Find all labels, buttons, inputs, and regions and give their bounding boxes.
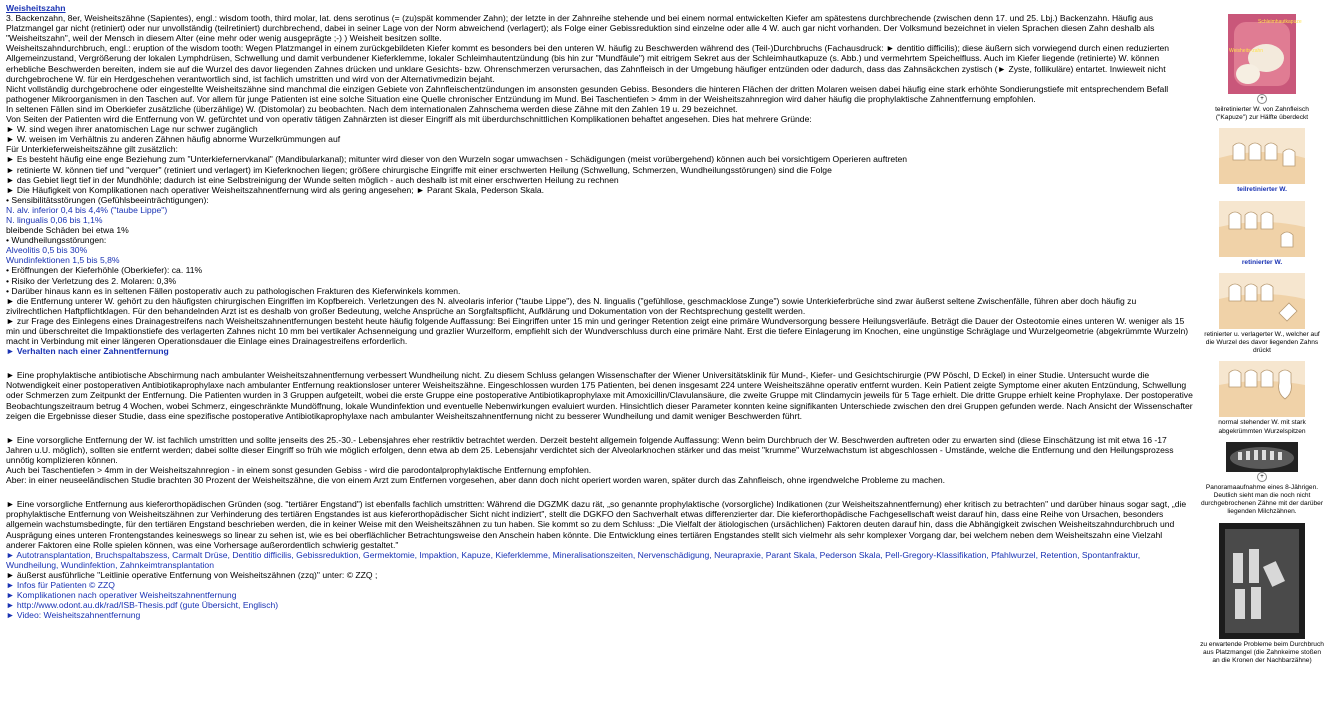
list-item[interactable]: N. alv. inferior 0,4 bis 4,4% ("taube Lippe")	[6, 204, 168, 215]
paragraph: ► Eine vorsorgliche Entfernung aus kieferorthopädischen Gründen (sog. "tertiärer Engstand") ist ebenfalls fachlich umstritten: Während die DGZMK dazu rät, „so genannte prophylaktische (vorsorgliche) Indikationen (zur Weisheitszahnentfernung) eher kritisch zu betrachten" und darüber hinaus sogar sagt, „die prophylaktische Entfernung von Weisheitszähnen zur Verhinderung des tertiären Engstandes ist aus kieferorthopädischer Sicht nicht indiziert", stellt die DGKFO den Sachverhalt etwas differenzierter dar. Die kieferorthopädische Fachgesellschaft weist darauf hin, dass eine Reihe von Ursachen, besonders allgemein wachstumsbedingte, für den tertiären Engstand beschrieben werden, die in keiner Weise mit den Weisheitszähnen zu tun haben. Sie kommt so zu dem Schluss: „Die Vielfalt der ätiologischen (ursächlichen) Faktoren deuten darauf hin, dass die Abhängigkeit zwischen Weisheitszahndurchbruch und Ausprägung eines unteren Frontengstandes keineswegs so linear zu sehen ist, wie es bei oberflächlicher Betrachtungsweise den Anschein haben könnte. Die Entwicklung eines tertiären Engstandes stellt sich vielmehr als sehr komplexer Vorgang dar, bei welchem neben dem Weisheitszahn eine Vielzahl anderer Faktoren eine Rolle spielen können, was eine Vorhersage außerordentlich schwierig gestaltet."	[6, 499, 1187, 550]
paragraph: Auch bei Taschentiefen > 4mm in der Weisheitszahnregion - in einem sonst gesunden Gebiss - wird die parodontalprophylaktische Entfernung empfohlen.	[6, 465, 592, 476]
list-item[interactable]: N. lingualis 0,06 bis 1,1%	[6, 214, 103, 225]
link-video[interactable]: ► Video: Weisheitszahnentfernung	[6, 610, 141, 621]
figure-sidebar	[1200, 14, 1324, 671]
paragraph: Weisheitszahndurchbruch, engl.: eruption of the wisdom tooth: Wegen Platzmangel in einem zurückgebildeten Kiefer kommt es besonders bei den unteren W. häufig zu Beschwerden während des (Teil-)Durchbruchs (Fachausdruck: ► dentitio difficilis); diese äußern sich vorwiegend durch einen reduzierten Allgemeinzustand, Vergrößerung der lokalen Lymphdrüsen, Schwellung und damit verbundener Kieferklemme, lokaler Schleimhautentzündung (bis hin zur "Mundfäule") mit eitrigem Sekret aus der Schleimhautkapuze (s. Abb.) und vermehrtem Speichelfluss. Auch im Kiefer liegende (retinierte) W. können erhebliche Beschwerden bereiten, indem sie auf die Wurzel des davor liegenden Zahnes drücken und unklare Gesichts- bzw. Ohrenschmerzen verursachen, das Zahnfleisch in der Umgebung häufiger entzünden oder dadurch, dass das Zahnsäckchen zystisch (► Zyste, follikuläre) entartet. Inwieweit nicht durchgebrochene W. für ein Herdgeschehen verantwortlich sind, ist fachlich umstritten und wird von der Alternativmedizin bejaht.	[6, 43, 1170, 84]
panorama-xray[interactable]	[1226, 442, 1298, 472]
paragraph: ► Eine prophylaktische antibiotische Abschirmung nach ambulanter Weisheitszahnentfernung verbessert Wundheilung nicht. Zu diesem Schluss gelangen Wissenschafter der Wiener Universitätsklinik für Mund-, Kiefer- und Gesichtschirurgie (PW Pöschl, D Eckel) in einer Studie. Untersucht wurde die Notwendigkeit einer postoperativen Antibiotikaprophylaxe nach ambulanter Entfernung reaktionsloser unterer Weisheitszähne. Eingeschlossen wurden 175 Patienten, bei denen insgesamt 224 untere Weisheitszähne operativ entfernt wurden. Kein Patient zeigte Symptome einer akuten Entzündung, Schwellung oder Schmerzen zum Zeitpunkt der Entfernung. Die Patienten wurden in 3 Gruppen aufgeteilt, wobei die erste Gruppe eine postoperative Antibiotikaprophylaxe mit Amoxicillin/Clavulansäure, die zweite Gruppe mit Clindamycin jeweils für 5 Tage erhielt. Die dritte Gruppe erhielt keine Prophylaxe. Der postoperative Beobachtungszeitraum betrug 4 Wochen, wobei Schmerz, eingeschränkte Mundöffnung, lokale Wundinfektion und eventuelle Nebenwirkungen evaluiert wurden. Hinsichtlich dieser Parameter konnten keine signifikanten Unterschiede zwischen den drei Gruppen gefunden werde. Nach Ansicht der Wissenschafter zeigen die Ergebnisse dieser Studie, dass eine spezifische postoperative Antibiotikaprophylaxe nach ambulanter Weisheitszahnentfernung nicht zu besserer Wundheilung und damit weniger Beschwerden führt.	[6, 370, 1193, 421]
list-item: • Darüber hinaus kann es in seltenen Fällen postoperativ auch zu pathologischen Frakturen des Kieferwinkels kommen.	[6, 285, 461, 296]
figure-caption: retinierter W.	[1241, 258, 1283, 266]
section-antibiotika	[6, 370, 1194, 420]
jaw-diagram-partial	[1219, 128, 1305, 184]
list-item[interactable]: Wundinfektionen 1,5 bis 5,8%	[6, 255, 120, 266]
figure-label: Schleimhautkapuze	[1258, 19, 1302, 25]
jaw-diagram-displaced	[1219, 273, 1305, 329]
jaw-diagram-curved-roots	[1219, 361, 1305, 417]
link-leitlinie[interactable]: ► äußerst ausführliche "Leitlinie operative Entfernung von Weisheitszähnen (zzq)" unter: © ZZQ ;	[6, 569, 378, 580]
list-item[interactable]: Alveolitis 0,5 bis 30%	[6, 245, 88, 256]
list-item: • Sensibilitätsstörungen (Gefühlsbeeinträchtigungen):	[6, 194, 209, 205]
figure-caption: normal stehender W. mit stark abgekrümmten Wurzelspitzen	[1218, 419, 1306, 435]
link-patienten[interactable]: ► Infos für Patienten © ZZQ	[6, 579, 115, 590]
list-item: • Eröffnungen der Kieferhöhle (Oberkiefer): ca. 11%	[6, 265, 203, 276]
page-title[interactable]: Weisheitszahn	[6, 3, 66, 13]
paragraph: ► Eine vorsorgliche Entfernung der W. ist fachlich umstritten und sollte jenseits des 25.-30.- Lebensjahres eher restriktiv betrachtet werden. Derzeit besteht allgemein folgende Auffassung: Wenn beim Durchbruch der W. Beschwerden auftreten oder zu erwarten sind (diese Einschätzung ist mit etwa 16 -17 Jahren u.U. möglich), sollten sie entfernt werden; dabei sollte dieser Eingriff so früh wie möglich erfolgen, denn etwa ab dem 25. Lebensjahr verdichtet sich der Alveolarknochen stärker und das meist "krumme" Wurzelwachstum ist abgeschlossen - Umstände, welche die Entfernung und den Heilungsprozess unnötig komplizieren können.	[6, 434, 1174, 465]
list-item: ► W. sind wegen ihrer anatomischen Lage nur schwer zugänglich	[6, 124, 258, 135]
paragraph: In seltenen Fällen sind im Oberkiefer zusätzliche (überzählige) W. (Distomolar) zu beobachten. Nach dem internationalen Zahnschema werden diese Zähne mit den Zahlen 19 u. 29 bezeichnet.	[6, 103, 738, 114]
figure-caption: teilretinierter W. von Zahnfleisch ("Kapuze") zur Hälfte überdeckt	[1215, 106, 1309, 122]
article	[6, 3, 1194, 620]
related-links[interactable]: ► Autotransplantation, Bruchspaltabszess, Carmalt Drüse, Dentitio difficilis, Gebissreduktion, Germektomie, Impaktion, Kapuze, Kieferklemme, Mineralisationszeiten, Nervenschädigung, Neurapraxie, Parant Skala, Pederson Skala, Pell-Gregory-Klassifikation, Pfahlwurzel, Retention, Spontanfraktur, Wundheilung, Wundinfektion, Zahnkeimtransplantation	[6, 549, 1141, 570]
list-item: ► Die Häufigkeit von Komplikationen nach operativer Weisheitszahnentfernung wird als gering angesehen; ► Parant Skala, Pederson Skala.	[6, 184, 545, 195]
paragraph: Von Seiten der Patienten wird die Entfernung von W. gefürchtet und von operativ tätigen Zahnärzten ist dieser Eingriff als mit überdurchschnittlichen Komplikationen behaftet angesehen. Dies hat mehrere Gründe:	[6, 114, 812, 125]
figure-caption: Panoramaaufnahme eines 8-Jährigen. Deutlich sieht man die noch nicht durchgebrochenen Zähne mit der darüber liegenden Milchzähnen.	[1200, 483, 1324, 516]
zoom-icon[interactable]: +	[1200, 94, 1324, 104]
list-item: ► das Gebiet liegt tief in der Mundhöhle; dadurch ist eine Selbstreinigung der Wunde selten möglich - auch deshalb ist mit einer erschwerten Heilung zu rechnen	[6, 174, 619, 185]
list-item: • Wundheilungsstörungen:	[6, 235, 107, 246]
jaw-diagram-retained	[1219, 201, 1305, 257]
link-verhalten[interactable]: ► Verhalten nach einer Zahnentfernung	[6, 346, 169, 357]
paragraph: Aber: in einer neuseeländischen Studie brachten 30 Prozent der Weisheitszähne, die von einem Arzt zum Entfernen vorgesehen, aber dann doch nicht operiert worden waren, später durch das Zahnfleisch, ohne irgendwelche Probleme zu machen.	[6, 475, 946, 486]
list-item: ► die Entfernung unterer W. gehört zu den häufigsten chirurgischen Eingriffen im Kopfbereich. Verletzungen des N. alveolaris inferior ("taube Lippe"), des N. lingualis ("gefühllose, geschmacklose Zunge") sowie Unterkieferbrüche sind zwar äußerst seltene Zwischenfälle, führen aber doch häufig zu zivilrechtlichen Haftpflichtklagen. Für den behandelnden Arzt ist es deshalb von großer Bedeutung, welche Ansprüche an Sorgfaltspflicht, Aufklärung und Dokumentation von der Rechtsprechung gestellt werden.	[6, 295, 1137, 316]
list-item: bleibende Schäden bei etwa 1%	[6, 225, 129, 236]
paragraph: Nicht vollständig durchgebrochene oder eingestellte Weisheitszähne sind manchmal die einzigen Gebiete von Zahnfleischentzündungen im ansonsten gesunden Gebiss. Besonders die hinteren Flächen der dritten Molaren weisen dabei häufig eine stark erhöhte Sondierungstiefe mit entsprechendem Befall pathogener Mikroorganismen in den Taschen auf. Vor allem für junge Patienten ist eine solche Situation eine Quelle chronischer Entzündung im Mund. Bei Taschentiefen > 4mm in der Weisheitszahnregion wird daher häufig die prophylaktische Zahnentfernung empfohlen.	[6, 83, 1169, 104]
figure-label: Weisheits-zahn	[1229, 48, 1264, 54]
paragraph: Für Unterkieferweisheitszähne gilt zusätzlich:	[6, 144, 178, 155]
link-komplikationen[interactable]: ► Komplikationen nach operativer Weisheitszahnentfernung	[6, 590, 237, 601]
list-item: ► W. weisen im Verhältnis zu anderen Zähnen häufig abnorme Wurzelkrümmungen auf	[6, 134, 341, 145]
list-item: ► retinierte W. können tief und "verquer" (retiniert und verlagert) im Kieferknochen liegen; größere chirurgische Eingriffe mit einer erschwerten Heilung (Schwellung, Schmerzen, Wundheilungsstörungen) sind die Folge	[6, 164, 832, 175]
gum-hood-photo[interactable]	[1228, 14, 1302, 94]
section-kieferorthopaedie	[6, 499, 1194, 620]
list-item: • Risiko der Verletzung des 2. Molaren: 0,3%	[6, 275, 177, 286]
section-intro	[6, 13, 1194, 356]
list-item: ► Es besteht häufig eine enge Beziehung zum "Unterkiefernervkanal" (Mandibularkanal); mitunter wird dieser von den Wurzeln sogar umwachsen - Schädigungen (meist vorübergehend) können auch bei vorsichtigem Operieren auftreten	[6, 154, 908, 165]
paragraph: 3. Backenzahn, 8er, Weisheitszähne (Sapientes), engl.: wisdom tooth, third molar, lat. dens serotinus (= (zu)spät kommender Zahn); der letzte in der Zahnreihe stehende und bei einem normal entwickelten Kiefer am spätestens durchbrechende (zwischen denn 17. und 25. Lbj.) Backenzahn. Häufig aus Platzmangel gar nicht (retiniert) oder nur unvollständig (teilretiniert) durchbrechend, dabei in seiner Lage von der Norm abweichend (verlagert); als Folge einer Gebissreduktion sind einzelne oder alle 4 W. auch gar nicht vorhanden. Der Volksmund bezeichnet in vielen Sprachen diesen Zahn deshalb als "Weisheitszahn", weil der Mensch in diesem Alter (eine mehr oder wenig ausgeprägte ;-) ) Weisheit besitzen sollte.	[6, 13, 1155, 44]
zoom-icon[interactable]: +	[1200, 472, 1324, 482]
figure-caption: retinierter u. verlagerter W., welcher auf die Wurzel des davor liegenden Zahns drückt	[1204, 330, 1320, 355]
list-item: ► zur Frage des Einlegens eines Drainagestreifens nach Weisheitszahnentfernungen besteht heute häufig folgende Auffassung: Bei Eingriffen unter 15 min und geringer Retention zeigt eine primäre Wundversorgung bessere Heilungsverläufe. Beträgt die Dauer der Osteotomie eines unteren W. weniger als 15 min und überschreitet die Impaktionstiefe des verlagerten Zahnes nicht 10 mm bei vertikaler Achsenneigung und grazlier Wurzelform, empfiehlt sich der Wundverschluss durch eine primäre Naht. Erst die tiefere Einlagerung im Knochen, eine ungünstige Schräglage und Wurzelgeometrie (abgekrümmte Wurzeln) macht in Verbindung mit einer längeren Operationsdauer die Einlage eines Drainagestreifens erforderlich.	[6, 315, 1189, 347]
section-vorsorgliche-entfernung	[6, 435, 1194, 485]
figure-caption: zu erwartende Probleme beim Durchbruch aus Platzmangel (die Zahnkeime stoßen an die Kronen der Nachbarzähne)	[1200, 640, 1324, 665]
xray-crowding[interactable]	[1219, 523, 1305, 639]
figure-caption: teilretinierter W.	[1237, 186, 1287, 194]
link-thesis[interactable]: ► http://www.odont.au.dk/rad/ISB-Thesis.pdf (gute Übersicht, Englisch)	[6, 600, 279, 611]
